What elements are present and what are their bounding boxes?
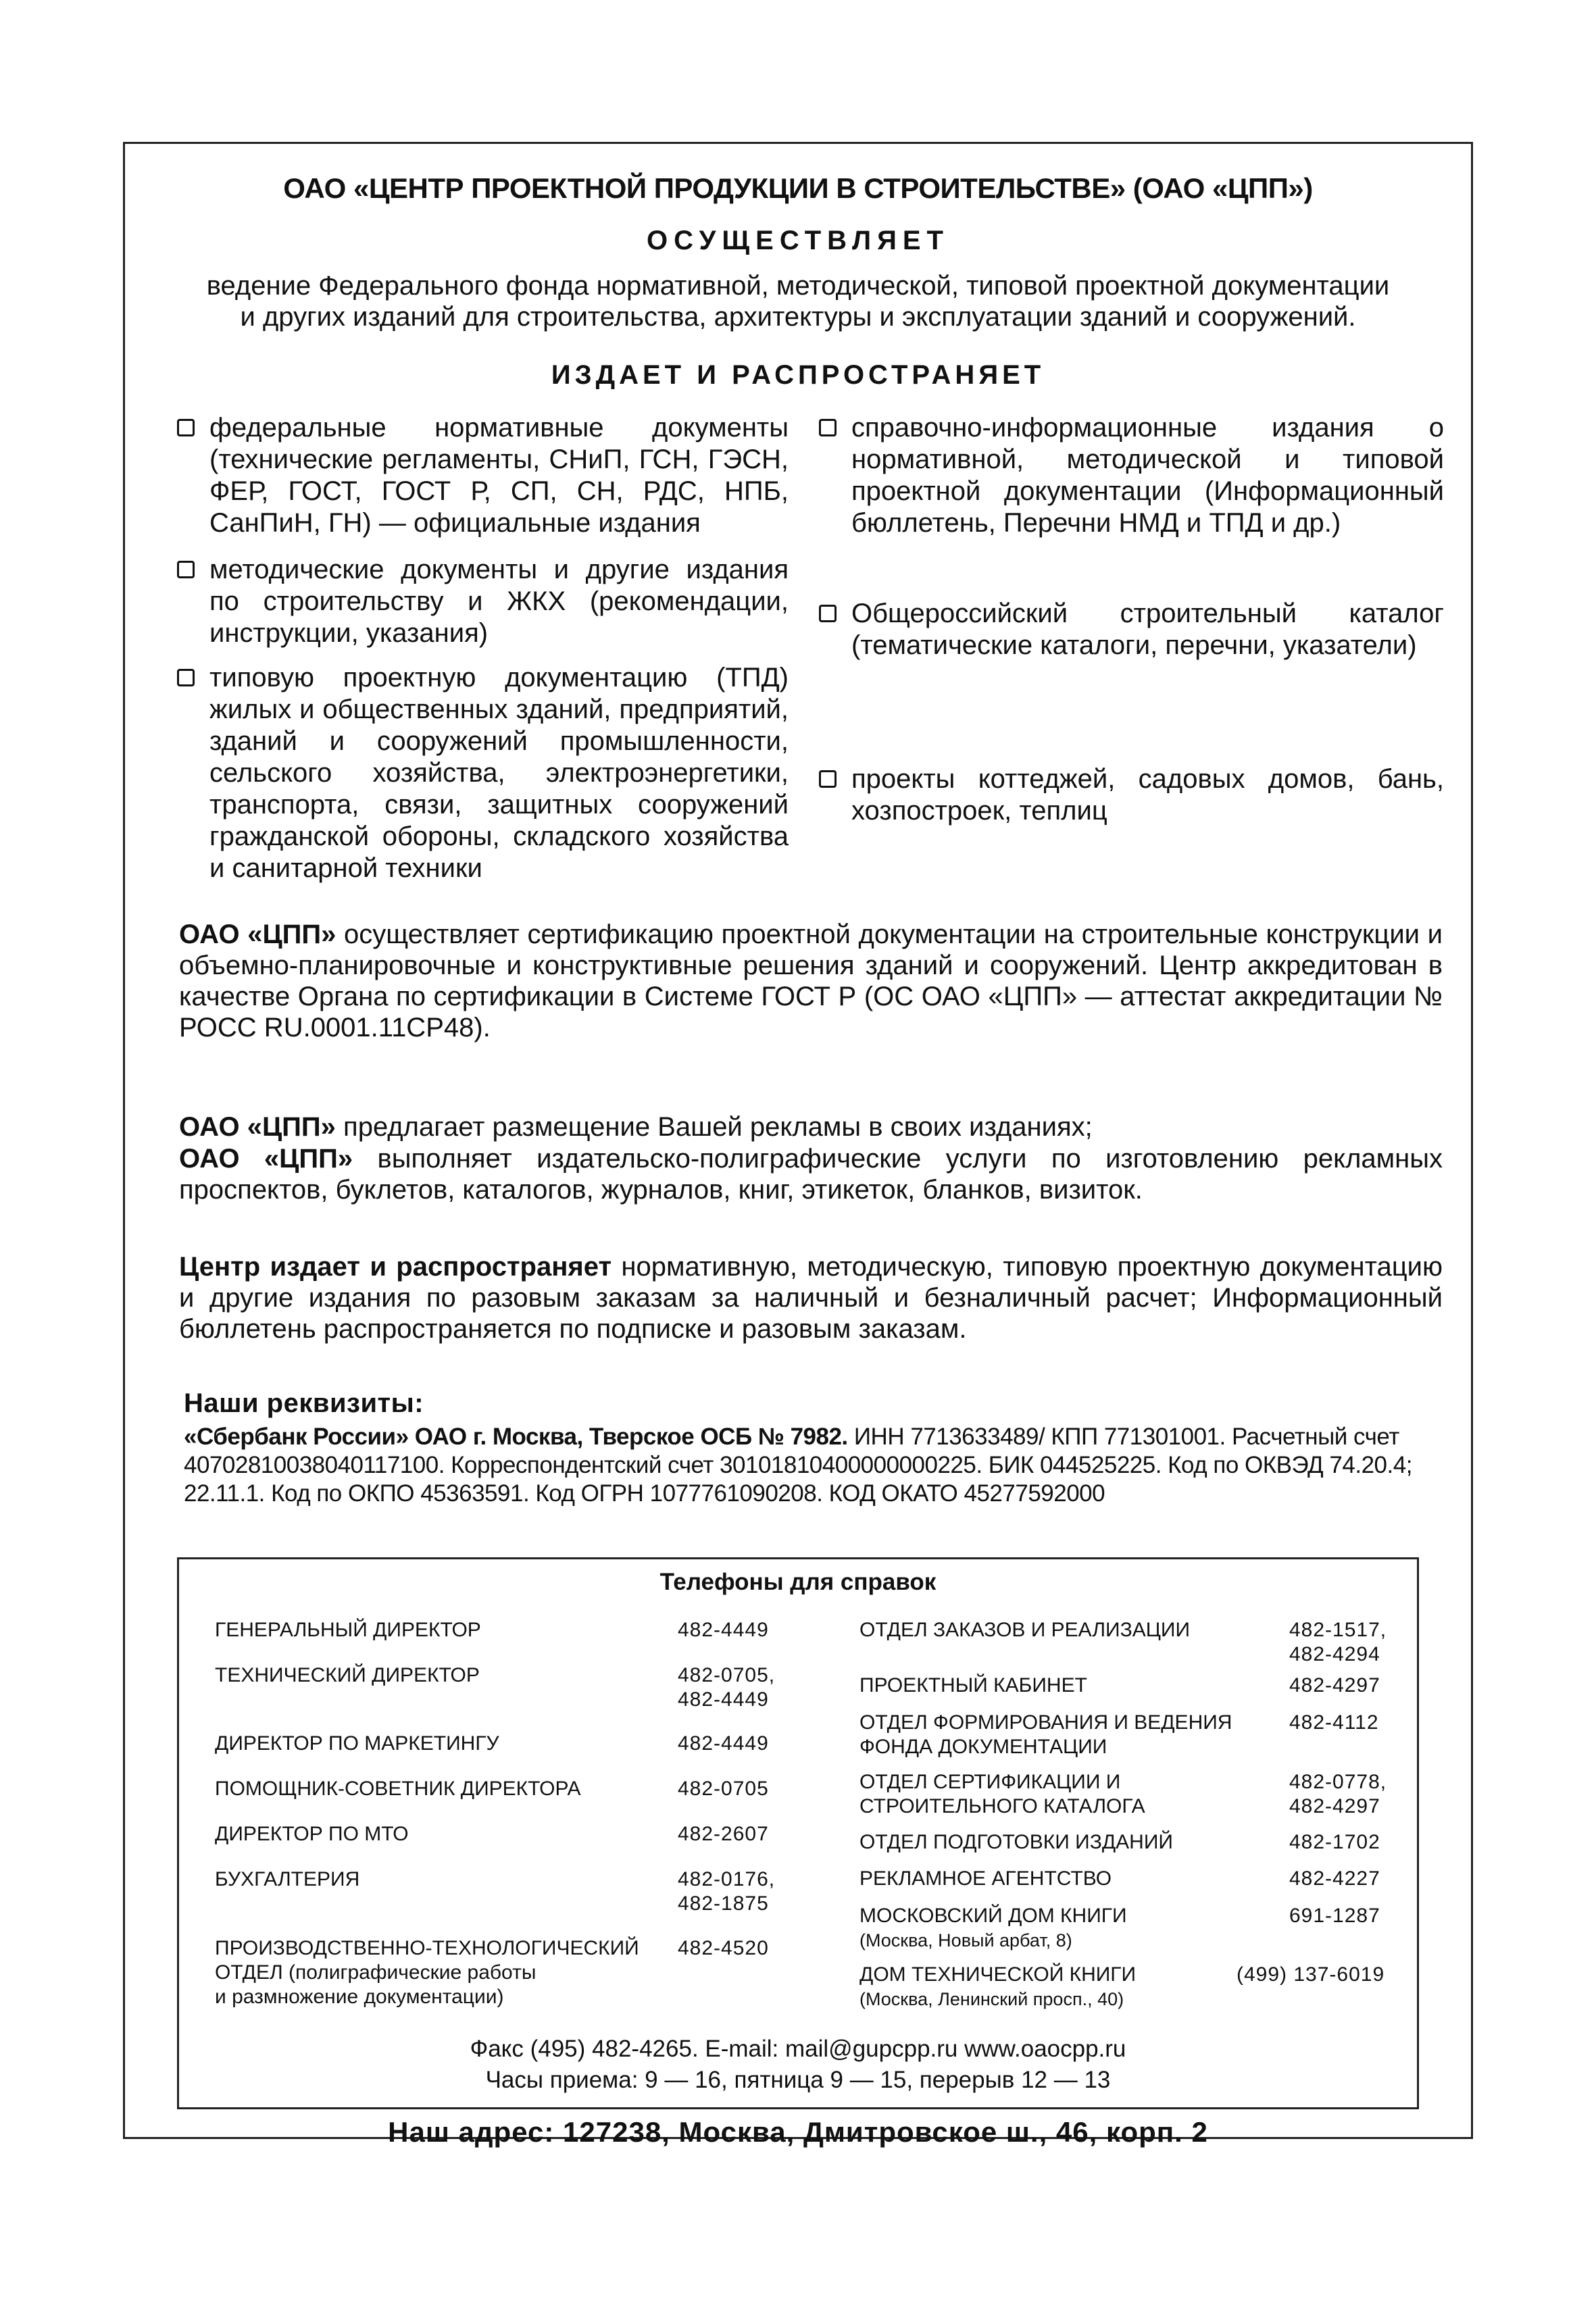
phones-title: Телефоны для справок [659, 1569, 937, 1595]
printing-paragraph [179, 1143, 1443, 1205]
list-item: методические документы и другие издания по строительству и ЖКХ (рекомендации, инструкции, указания) [177, 554, 789, 649]
checkbox-bullet-icon [819, 419, 837, 436]
distribution-paragraph [179, 1251, 1443, 1344]
phone-row: ГЕНЕРАЛЬНЫЙ ДИРЕКТОР [215, 1619, 481, 1641]
paragraph-text: предлагает размещение Вашей рекламы в своих изданиях; [335, 1112, 1093, 1142]
phone-number: 482-4449 [678, 1732, 769, 1755]
intro-line-1: ведение Федерального фонда нормативной, методической, типовой проектной документации [206, 271, 1390, 301]
phone-number: 482-4449 [678, 1619, 769, 1641]
left-column [177, 412, 789, 899]
contact-line-hours: Часы приема: 9 — 16, пятница 9 — 15, перерыв 12 — 13 [485, 2067, 1111, 2093]
phone-number: 482-1517, 482-4294 [1289, 1619, 1387, 1665]
phone-row: ОТДЕЛ ПОДГОТОВКИ ИЗДАНИЙ [859, 1831, 1173, 1853]
phone-number: 482-4227 [1289, 1867, 1380, 1890]
phone-row: ОТДЕЛ ЗАКАЗОВ И РЕАЛИЗАЦИИ [859, 1619, 1191, 1641]
list-item: Общероссийский строительный каталог (тематические каталоги, перечни, указатели) [819, 598, 1444, 661]
requisites-heading: Наши реквизиты: [184, 1388, 424, 1418]
phone-row: ТЕХНИЧЕСКИЙ ДИРЕКТОР [215, 1664, 480, 1686]
organization-title: ОАО «ЦЕНТР ПРОЕКТНОЙ ПРОДУКЦИИ В СТРОИТЕЛЬСТВЕ» (ОАО «ЦПП») [283, 172, 1313, 204]
phone-number: (499) 137-6019 [1237, 1963, 1385, 1986]
phone-row: ПРОЕКТНЫЙ КАБИНЕТ [859, 1674, 1087, 1696]
certification-paragraph [179, 919, 1443, 1043]
checkbox-bullet-icon [177, 561, 195, 578]
list-item: типовую проектную документацию (ТПД) жилых и общественных зданий, предприятий, зданий и сооружений промышленности, сельского хозяйства, электроэнергетики, транспорта, связи, защитных сооружений гражданской обороны, складского хозяйства и санитарной техники [177, 662, 789, 884]
bank-name: «Сбербанк России» ОАО г. Москва, Тверское ОСБ № 7982. [184, 1424, 848, 1450]
company-name: ОАО «ЦПП» [179, 1144, 353, 1174]
right-column [819, 412, 1444, 899]
section-heading-performs: ОСУЩЕСТВЛЯЕТ [647, 226, 949, 255]
company-name: ОАО «ЦПП» [179, 1112, 336, 1142]
intro-text [135, 270, 1461, 332]
paragraph-text: осуществляет сертификацию проектной документации на строительные конструкции и объемно-планировочные и конструктивные решения зданий и сооружений. Центр аккредитован в качестве Органа по сертификации в Системе ГОСТ Р (ОС ОАО «ЦПП» — аттестат аккредитации № РОСС RU.0001.11СР48). [179, 920, 1443, 1042]
intro-line-2: и других изданий для строительства, архитектуры и эксплуатации зданий и сооружений. [240, 302, 1356, 332]
phone-number: 482-0705 [678, 1778, 769, 1800]
checkbox-bullet-icon [177, 669, 195, 686]
checkbox-bullet-icon [819, 605, 837, 622]
phone-number: 482-0176, 482-1875 [678, 1868, 776, 1915]
center-name: Центр издает и распространяет [179, 1252, 612, 1282]
phone-number: 691-1287 [1289, 1905, 1380, 1927]
phone-row: БУХГАЛТЕРИЯ [215, 1868, 360, 1890]
checkbox-bullet-icon [819, 770, 837, 788]
phone-row: ОТДЕЛ ФОРМИРОВАНИЯ И ВЕДЕНИЯ ФОНДА ДОКУМЕНТАЦИИ [859, 1711, 1232, 1758]
contact-line-fax-email: Факс (495) 482-4265. E-mail: mail@gupcpp.ru www.oaocpp.ru [470, 2036, 1126, 2062]
bank-details: ИНН 7713633489/ КПП 771301001. Расчетный счет 40702810038040117100. Корреспондентский счет 30101810400000000225. БИК 044525225. Код по ОКВЭД 74.20.4; 22.11.1. Код по ОКПО 45363591. Код ОГРН 1077761090208. КОД ОКАТО 45277592000 [184, 1424, 1412, 1507]
phone-row: ДИРЕКТОР ПО МТО [215, 1823, 409, 1845]
list-item: федеральные нормативные документы (технические регламенты, СНиП, ГСН, ГЭСН, ФЕР, ГОСТ, ГОСТ Р, СП, СН, РДС, НПБ, СанПиН, ГН) — официальные издания [177, 412, 789, 539]
list-item: справочно-информационные издания о нормативной, методической и типовой проектной документации (Информационный бюллетень, Перечни НМД и ТПД и др.) [819, 412, 1444, 539]
phone-row: ОТДЕЛ СЕРТИФИКАЦИИ И СТРОИТЕЛЬНОГО КАТАЛОГА [859, 1771, 1145, 1817]
phone-number: 482-4112 [1289, 1711, 1379, 1734]
phone-number: 482-4520 [678, 1937, 769, 1959]
phone-number: 482-2607 [678, 1823, 769, 1845]
phone-row: РЕКЛАМНОЕ АГЕНТСТВО [859, 1867, 1112, 1890]
paragraph-text: нормативную, методическую, типовую проектную документацию и другие издания по разовым заказам за наличный и безналичный расчет; Информационный бюллетень распространяется по подписке и разовым заказам. [179, 1252, 1443, 1344]
phone-row: ДОМ ТЕХНИЧЕСКОЙ КНИГИ (Москва, Ленинский просп., 40) [859, 1963, 1137, 2009]
requisites-text [184, 1423, 1441, 1508]
list-item: проекты коттеджей, садовых домов, бань, хозпостроек, теплиц [819, 763, 1444, 827]
checkbox-bullet-icon [177, 419, 195, 436]
phone-number: 482-1702 [1289, 1831, 1380, 1853]
address: Наш адрес: 127238, Москва, Дмитровское ш., 46, корп. 2 [388, 2116, 1208, 2148]
phone-row: ПРОИЗВОДСТВЕННО-ТЕХНОЛОГИЧЕСКИЙ ОТДЕЛ (полиграфические работы и размножение документации) [215, 1937, 639, 2008]
advertising-paragraph [179, 1111, 1443, 1142]
phone-number: 482-0778, 482-4297 [1289, 1771, 1387, 1817]
phone-row: МОСКОВСКИЙ ДОМ КНИГИ (Москва, Новый арбат, 8) [859, 1905, 1127, 1951]
phone-number: 482-0705, 482-4449 [678, 1664, 776, 1711]
phone-row: ДИРЕКТОР ПО МАРКЕТИНГУ [215, 1732, 499, 1755]
phone-row: ПОМОЩНИК-СОВЕТНИК ДИРЕКТОРА [215, 1778, 581, 1800]
section-heading-publishes: ИЗДАЕТ И РАСПРОСТРАНЯЕТ [551, 360, 1045, 390]
company-name: ОАО «ЦПП» [179, 920, 336, 949]
phone-number: 482-4297 [1289, 1674, 1380, 1696]
paragraph-text: выполняет издательско-полиграфические услуги по изготовлению рекламных проспектов, буклетов, каталогов, журналов, книг, этикеток, бланков, визиток. [179, 1144, 1443, 1205]
